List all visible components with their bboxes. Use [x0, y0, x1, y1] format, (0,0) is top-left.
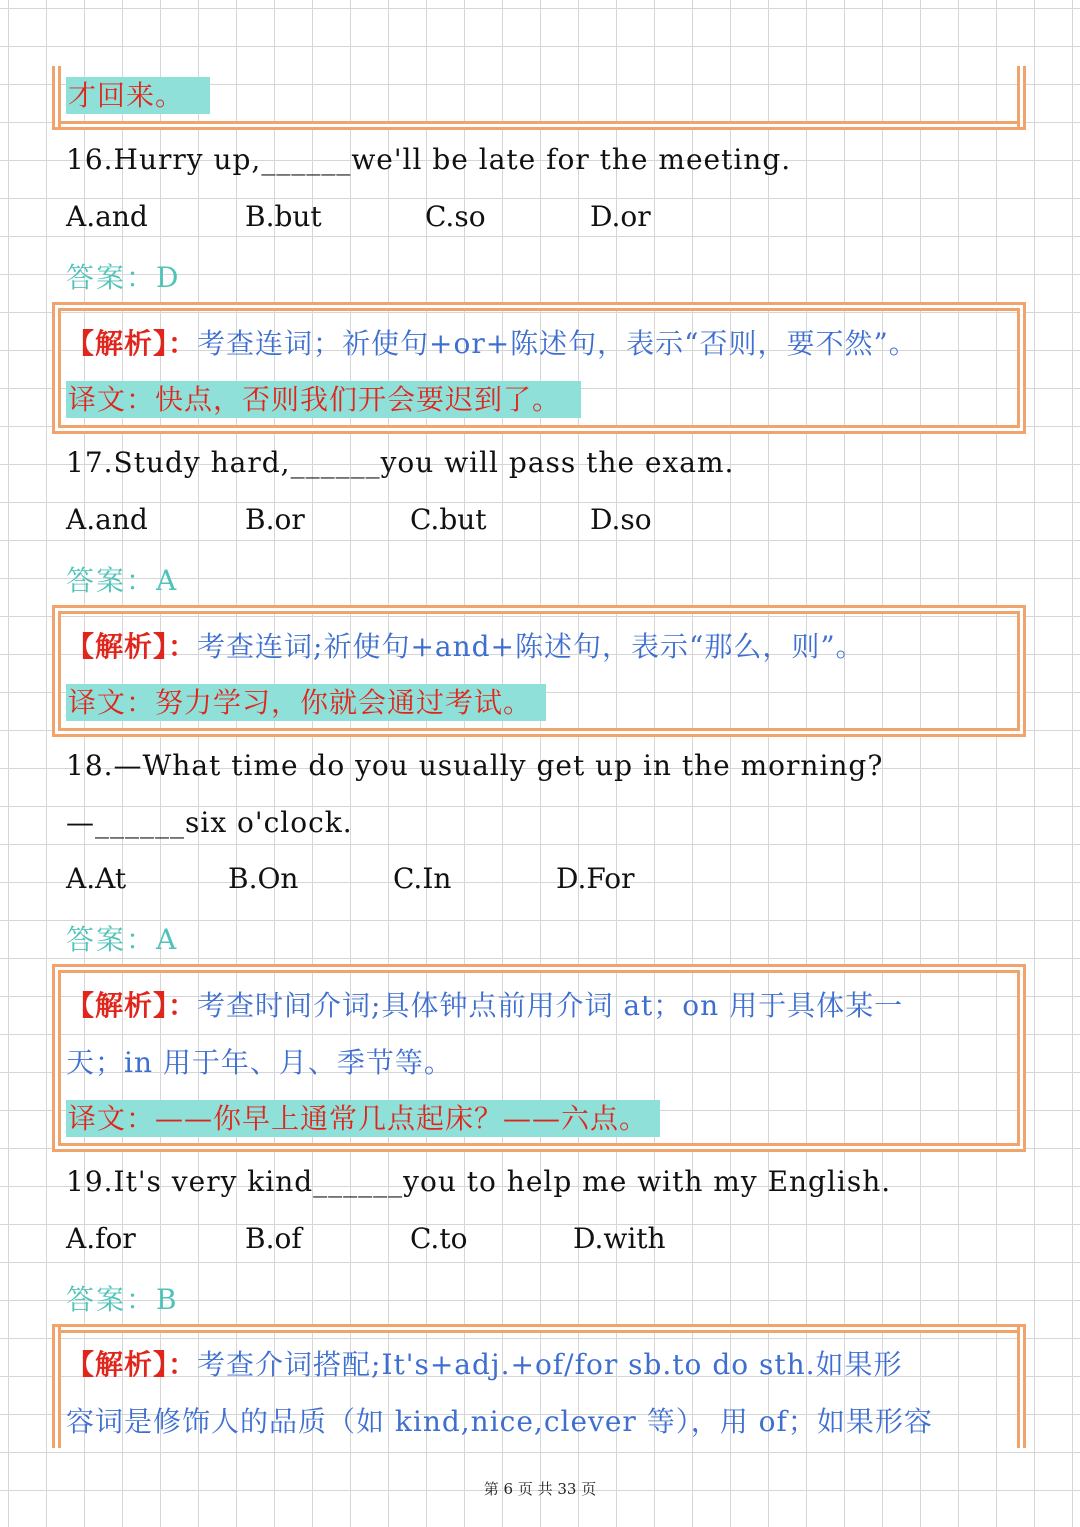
question-19-stem: 19.It's very kind______you to help me with my English. [66, 1165, 892, 1198]
q18-option-c: C.In [393, 862, 452, 895]
q19-analysis-line2: 容词是修饰人的品质（如 kind,nice,clever 等），用 of；如果形容 [66, 1405, 933, 1438]
question-16-stem: 16.Hurry up,______we'll be late for the meeting. [66, 143, 792, 176]
q16-analysis: 【解析】：考查连词；祈使句+or+陈述句，表示“否则，要不然”。 [66, 327, 918, 360]
q16-option-c: C.so [425, 200, 486, 233]
q17-option-d: D.so [590, 503, 652, 536]
q16-translation: 译文：快点，否则我们开会要迟到了。 [66, 378, 581, 418]
q16-option-a: A.and [66, 200, 148, 233]
page-number-footer: 第 6 页 共 33 页 [483, 1480, 597, 1498]
question-17-stem: 17.Study hard,______you will pass the exam. [66, 446, 735, 479]
translation-15-tail: 才回来。 [66, 74, 210, 114]
q17-option-b: B.or [245, 503, 305, 536]
q16-option-d: D.or [590, 200, 651, 233]
question-18-stem: 18.—What time do you usually get up in the morning? [66, 749, 884, 782]
q19-answer: 答案：B [66, 1283, 179, 1316]
q18-answer: 答案：A [66, 923, 179, 956]
q19-analysis-line1: 【解析】：考查介词搭配;It's+adj.+of/for sb.to do sth.如果形 [66, 1348, 903, 1381]
q19-option-c: C.to [410, 1222, 468, 1255]
q18-option-d: D.For [556, 862, 635, 895]
q16-answer: 答案：D [66, 261, 181, 294]
q19-option-a: A.for [66, 1222, 136, 1255]
q18-translation: 译文：——你早上通常几点起床？——六点。 [66, 1097, 660, 1137]
q17-answer: 答案：A [66, 564, 179, 597]
q16-option-b: B.but [245, 200, 322, 233]
question-18-stem-line2: —______six o'clock. [66, 806, 353, 839]
q18-option-a: A.At [66, 862, 127, 895]
q18-analysis-line1: 【解析】：考查时间介词;具体钟点前用介词 at；on 用于具体某一 [66, 989, 904, 1022]
q18-analysis-line2: 天；in 用于年、月、季节等。 [66, 1046, 453, 1079]
q19-option-b: B.of [245, 1222, 302, 1255]
q17-analysis: 【解析】：考查连词;祈使句+and+陈述句，表示“那么，则”。 [66, 630, 865, 663]
q17-option-c: C.but [410, 503, 487, 536]
q17-option-a: A.and [66, 503, 148, 536]
q19-option-d: D.with [573, 1222, 666, 1255]
q17-translation: 译文：努力学习，你就会通过考试。 [66, 681, 546, 721]
q18-option-b: B.On [228, 862, 299, 895]
